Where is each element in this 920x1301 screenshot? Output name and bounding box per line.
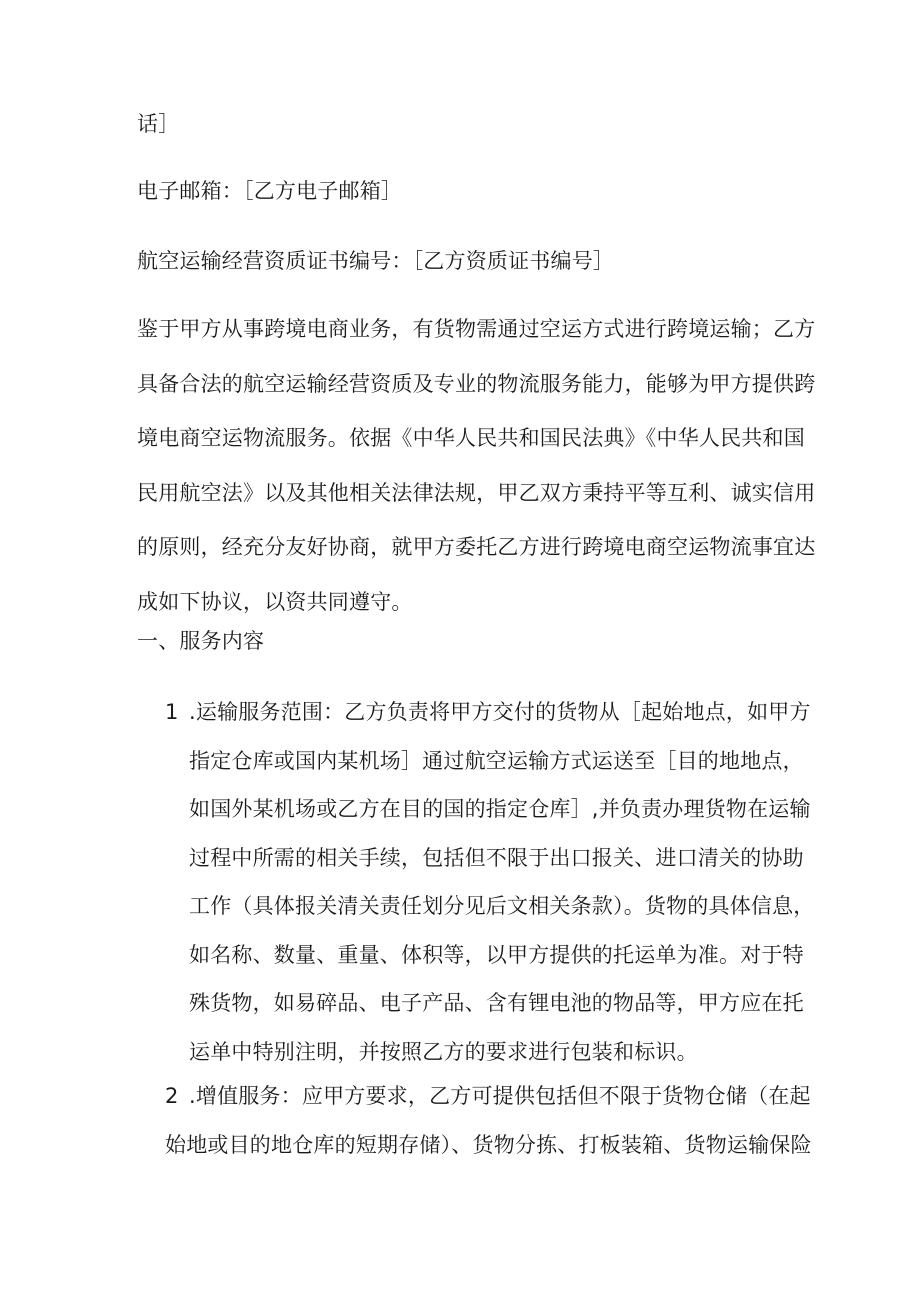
phone-line-continuation: 话］ [137,112,180,136]
preamble-line: 鉴于甲方从事跨境电商业务，有货物需通过空运方式进行跨境运输；乙方 [137,317,816,341]
clause-line: 1 .运输服务范围：乙方负责将甲方交付的货物从［起始地点，如甲方 [137,688,815,737]
preamble-line: 境电商空运物流服务。依据《中华人民共和国民法典》《中华人民共和国 [137,426,805,451]
preamble-paragraph [137,302,816,630]
section-heading: 一、服务内容 [137,629,265,653]
clause-number: 2 [165,1084,179,1108]
clause-line: 过程中所需的相关手续，包括但不限于出口报关、进口清关的协助 [189,845,804,870]
preamble-line: 民用航空法》以及其他相关法律法规，甲乙双方秉持平等互利、诚实信用 [137,480,816,505]
clause-line: 殊货物，如易碎品、电子产品、含有锂电池的物品等，甲方应在托 [189,991,804,1015]
clause-number: 1 [165,700,179,724]
clause-item-1 [137,688,815,1076]
preamble-line: 成如下协议，以资共同遵守。 [137,589,413,614]
clause-item-2 [137,1072,812,1169]
certificate-number-line: 航空运输经营资质证书编号：［乙方资质证书编号］ [137,249,615,273]
clause-line: 运单中特别注明，并按照乙方的要求进行包装和标识。 [189,1039,698,1064]
preamble-line: 的原则，经充分友好协商，就甲方委托乙方进行跨境电商空运物流事宜达 [137,535,816,560]
clause-line: 始地或目的地仓库的短期存储）、货物分拣、打板装箱、货物运输保险 [165,1132,812,1157]
clause-line: 如国外某机场或乙方在目的国的指定仓库］,并负责办理货物在运输 [189,797,811,821]
preamble-line: 具备合法的航空运输经营资质及专业的物流服务能力，能够为甲方提供跨 [137,371,816,396]
clause-line: 指定仓库或国内某机场］通过航空运输方式运送至［目的地地点， [189,748,804,773]
email-line: 电子邮箱：［乙方电子邮箱］ [137,179,403,203]
clause-line: 工作（具体报关清关责任划分见后文相关条款）。货物的具体信息， [189,894,815,918]
clause-line: 2 .增值服务：应甲方要求，乙方可提供包括但不限于货物仓储（在起 [137,1072,812,1121]
clause-line: 如名称、数量、重量、体积等，以甲方提供的托运单为准。对于特 [189,942,804,967]
